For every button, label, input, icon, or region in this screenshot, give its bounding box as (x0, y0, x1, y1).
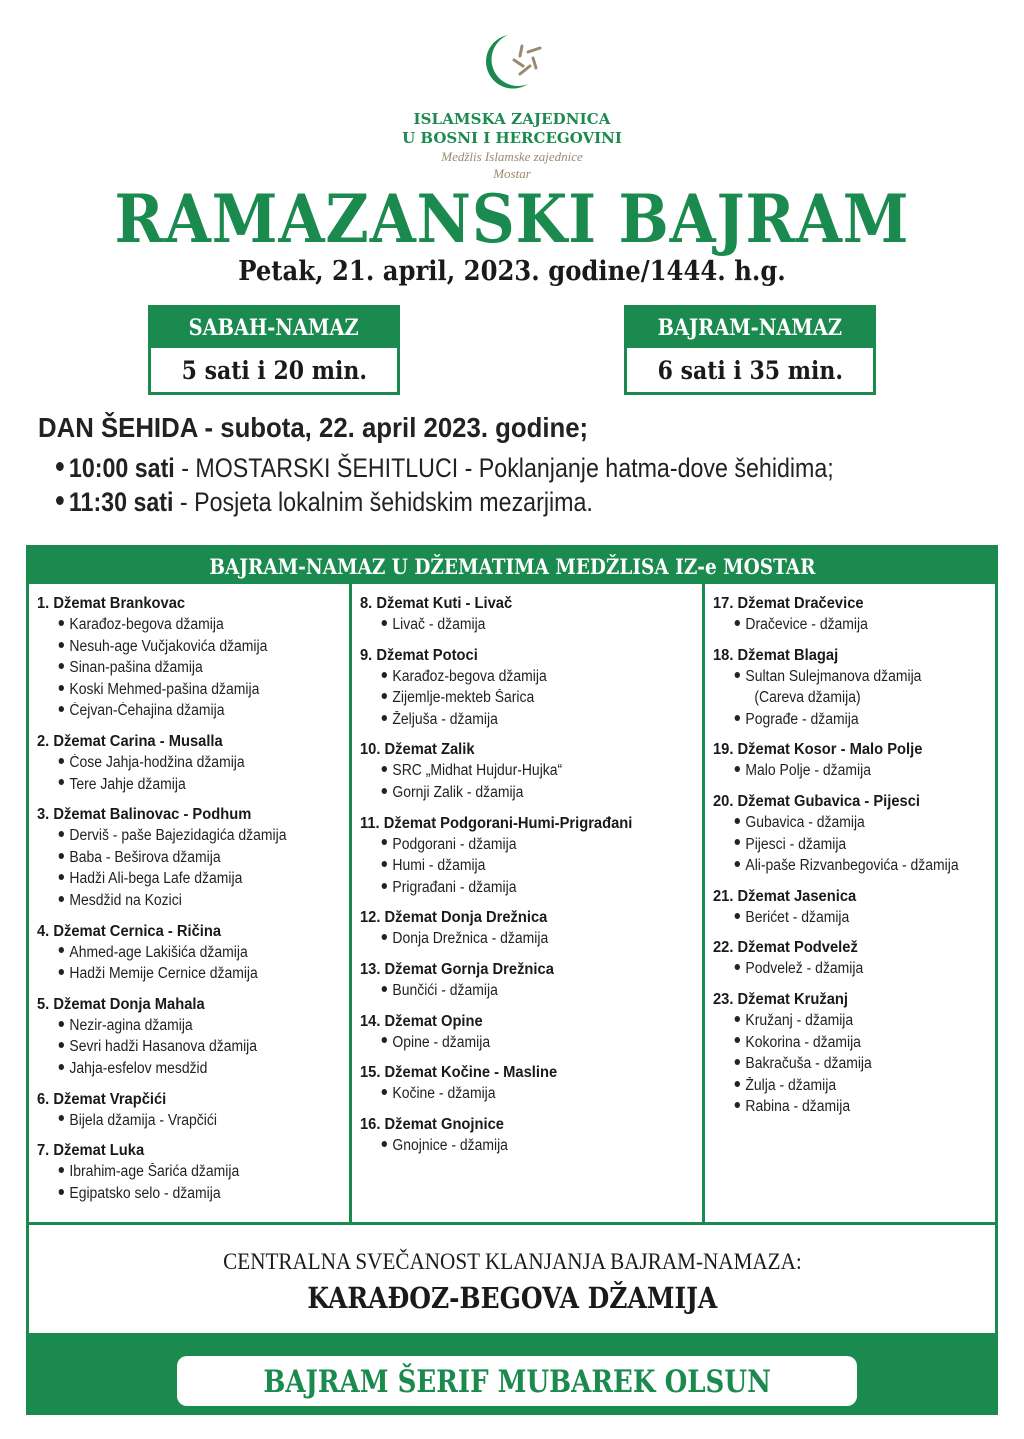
mosque-list-item (713, 907, 967, 929)
greeting-banner: BAJRAM ŠERIF MUBAREK OLSUN (177, 1356, 857, 1406)
table-column-1 (29, 584, 349, 1222)
mosque-name: Zijemlje-mekteb Šarica (392, 689, 535, 707)
bullet-icon (735, 1102, 740, 1108)
org-name-line2: U BOSNI I HERCEGOVINI (402, 129, 622, 147)
mosque-list-item (37, 679, 318, 701)
mosque-name: Tere Jahje džamija (69, 775, 186, 793)
mosque-list-item (713, 1032, 967, 1054)
mosque-name: Sultan Sulejmanova džamija (745, 667, 922, 685)
event-item (56, 453, 834, 484)
dan-sehida-heading (38, 412, 588, 444)
bullet-icon (59, 1189, 64, 1195)
dzemat-title: 2. Džemat Carina - Musalla (37, 732, 223, 750)
mosque-list-item (37, 614, 318, 636)
mosque-list-item (360, 687, 668, 709)
mosque-name: Baba - Beširova džamija (69, 848, 221, 866)
dzemat-group (713, 594, 995, 636)
bullet-icon (56, 496, 64, 505)
mosque-list-item (37, 890, 318, 912)
mosque-name: Berićet - džamija (745, 908, 850, 926)
bullet-icon (735, 839, 740, 845)
dzemat-group (713, 740, 995, 782)
bullet-icon (59, 779, 64, 785)
mosque-list-item (713, 709, 967, 731)
mosque-name: Malo Polje - džamija (745, 762, 872, 780)
crescent-star-icon (478, 32, 548, 92)
mosque-name: Kokorina - džamija (745, 1033, 861, 1051)
mosque-name: Donja Drežnica - džamija (392, 930, 549, 948)
dzemat-title: 18. Džemat Blagaj (713, 646, 839, 664)
mosque-list-item (360, 1083, 668, 1105)
dzemat-group (37, 922, 349, 985)
bullet-icon (735, 620, 740, 626)
mosque-name: SRC „Midhat Hujdur-Hujka“ (392, 762, 563, 780)
mosque-name: Gornji Zalik - džamija (392, 783, 524, 801)
bullet-icon (382, 766, 387, 772)
mosque-name: Gubavica - džamija (745, 813, 865, 831)
bullet-icon (59, 620, 64, 626)
dzemat-group (37, 732, 349, 795)
page-title: RAMAZANSKI BAJRAM (114, 180, 910, 258)
org-subtitle-line1: Medžlis Islamske zajednice (441, 149, 583, 164)
bullet-icon (735, 715, 740, 721)
mosque-list-item (713, 760, 967, 782)
mosque-list-item (360, 855, 668, 877)
dzemat-group (713, 990, 995, 1118)
bullet-icon (56, 462, 64, 471)
bullet-icon (59, 706, 64, 712)
bullet-icon (59, 831, 64, 837)
mosque-list-item (37, 1015, 318, 1037)
bullet-icon (735, 1037, 740, 1043)
bullet-icon (382, 620, 387, 626)
page-subtitle-date: Petak, 21. april, 2023. godine/1444. h.g. (238, 256, 786, 287)
mosque-list-item (713, 687, 967, 709)
dzemat-group (713, 887, 995, 929)
bullet-icon (59, 685, 64, 691)
dzemat-title: 8. Džemat Kuti - Livač (360, 595, 513, 612)
bullet-icon (735, 672, 740, 678)
bullet-icon (735, 766, 740, 772)
bullet-icon (382, 839, 387, 845)
mosque-list-item (713, 1053, 967, 1075)
mosque-name: Željuša - džamija (392, 710, 498, 728)
bullet-icon (382, 934, 387, 940)
dzemat-group (37, 995, 349, 1080)
mosque-list-item (713, 958, 967, 980)
dzemat-group (360, 1115, 702, 1157)
bullet-icon (382, 861, 387, 867)
central-ceremony-location: KARAĐOZ-BEGOVA DŽAMIJA (307, 1281, 717, 1315)
table-column-2 (352, 584, 702, 1222)
dan-sehida-date: - subota, 22. april 2023. godine; (197, 412, 589, 443)
dzemat-title: 23. Džemat Kružanj (713, 990, 848, 1008)
bullet-icon (382, 1141, 387, 1147)
mosque-name: Jahja-esfelov mesdžid (69, 1059, 208, 1077)
event-time: 10:00 sati (68, 453, 175, 483)
event-item (56, 487, 593, 518)
mosque-name: Bunčići - džamija (392, 981, 498, 999)
mosque-list-item (713, 812, 967, 834)
bullet-icon (382, 1089, 387, 1095)
mosque-list-item (360, 1032, 668, 1054)
mosque-name: Bijela džamija - Vrapčići (69, 1111, 217, 1129)
bullet-icon (735, 818, 740, 824)
bullet-icon (735, 861, 740, 867)
mosque-list-item (713, 1075, 967, 1097)
mosque-name: Podgorani - džamija (392, 835, 517, 853)
mosque-list-item (37, 942, 318, 964)
mosque-name: Ali-paše Rizvanbegovića - džamija (745, 857, 959, 875)
mosque-name: Livač - džamija (392, 616, 486, 633)
central-ceremony (29, 1225, 995, 1333)
bullet-icon (59, 1167, 64, 1173)
mosque-name: Kočine - džamija (392, 1085, 496, 1103)
org-subtitle-line2: Mostar (493, 166, 531, 181)
bullet-icon (59, 896, 64, 902)
event-time: 11:30 sati (68, 487, 174, 517)
bullet-icon (735, 1059, 740, 1065)
table-column-3 (705, 584, 995, 1222)
mosque-name: Egipatsko selo - džamija (69, 1184, 221, 1202)
bullet-icon (382, 672, 387, 678)
mosque-list-item (713, 614, 967, 636)
mosque-list-item (37, 752, 318, 774)
mosque-list-item (360, 928, 668, 950)
dzemat-title: 11. Džemat Podgorani-Humi-Prigrađani (360, 814, 633, 832)
mosque-list-item (37, 1110, 318, 1132)
mosque-name: Karađoz-begova džamija (69, 616, 224, 633)
footer (29, 1336, 995, 1412)
mosque-list-item (360, 980, 668, 1002)
mosque-list-item (360, 666, 668, 688)
dzemat-group (360, 1012, 702, 1054)
mosque-name: Humi - džamija (392, 857, 486, 875)
dzemati-table (26, 545, 998, 1415)
mosque-list-item (713, 1010, 967, 1032)
bullet-icon (382, 883, 387, 889)
bullet-icon (735, 1081, 740, 1087)
bullet-icon (382, 1037, 387, 1043)
dzemat-group (713, 792, 995, 877)
bullet-icon (59, 1021, 64, 1027)
bajram-namaz-box (624, 305, 876, 395)
bullet-icon (59, 1042, 64, 1048)
dzemat-title: 3. Džemat Balinovac - Podhum (37, 806, 252, 824)
mosque-name: Hadži Ali-bega Lafe džamija (69, 870, 243, 888)
mosque-name: Opine - džamija (392, 1033, 491, 1051)
mosque-name: Bakračuša - džamija (745, 1055, 872, 1073)
mosque-name: Pijesci - džamija (745, 835, 847, 853)
mosque-list-item (37, 774, 318, 796)
dzemat-title: 16. Džemat Gnojnice (360, 1115, 504, 1133)
mosque-list-item (37, 1036, 318, 1058)
dzemat-title: 22. Džemat Podvelež (713, 939, 858, 957)
mosque-name: Koski Mehmed-pašina džamija (69, 680, 260, 698)
mosque-list-item (37, 636, 318, 658)
mosque-name: Karađoz-begova džamija (392, 667, 547, 685)
mosque-list-item (37, 1183, 318, 1205)
sabah-namaz-time: 5 sati i 20 min. (181, 356, 367, 385)
mosque-name: Rabina - džamija (745, 1098, 851, 1116)
bullet-icon (382, 715, 387, 721)
bullet-icon (59, 758, 64, 764)
mosque-name: Derviš - paše Bajezidagića džamija (69, 827, 287, 845)
mosque-list-item (37, 963, 318, 985)
mosque-list-item (37, 1161, 318, 1183)
bullet-icon (59, 1115, 64, 1121)
dzemat-group (37, 1141, 349, 1204)
dzemat-title: 7. Džemat Luka (37, 1142, 145, 1160)
mosque-list-item (360, 709, 668, 731)
bullet-icon (59, 663, 64, 669)
sabah-namaz-label: SABAH-NAMAZ (151, 308, 397, 348)
mosque-name: Gnojnice - džamija (392, 1136, 508, 1154)
bullet-icon (735, 913, 740, 919)
dzemat-title: 14. Džemat Opine (360, 1012, 483, 1030)
mosque-name: Prigrađani - džamija (392, 878, 517, 896)
dzemat-title: 20. Džemat Gubavica - Pijesci (713, 792, 920, 810)
mosque-name: Ibrahim-age Šarića džamija (69, 1163, 240, 1181)
central-ceremony-label: CENTRALNA SVEČANOST KLANJANJA BAJRAM-NAMAZA: (222, 1249, 802, 1274)
mosque-list-item (360, 834, 668, 856)
table-title: BAJRAM-NAMAZ U DŽEMATIMA MEDŽLISA IZ-e MOSTAR (208, 554, 816, 579)
mosque-name: Pograđe - džamija (745, 710, 859, 728)
dzemat-group (37, 594, 349, 722)
dzemat-title: 12. Džemat Donja Drežnica (360, 909, 548, 927)
mosque-list-item (713, 666, 967, 688)
dzemat-group (713, 938, 995, 980)
dzemat-title: 21. Džemat Jasenica (713, 887, 857, 905)
dzemat-title: 4. Džemat Cernica - Ričina (37, 922, 222, 940)
bullet-icon (382, 693, 387, 699)
bullet-icon (59, 947, 64, 953)
bullet-icon (59, 874, 64, 880)
bullet-icon (382, 788, 387, 794)
mosque-name: Dračevice - džamija (745, 616, 868, 633)
mosque-list-item (37, 825, 318, 847)
dzemat-group (37, 1090, 349, 1132)
mosque-name: Nesuh-age Vučjakovića džamija (69, 637, 268, 655)
mosque-name: Sinan-pašina džamija (69, 659, 203, 677)
dzemat-group (360, 814, 702, 899)
dzemat-group (360, 1063, 702, 1105)
mosque-list-item (37, 700, 318, 722)
mosque-name: Hadži Memije Cernice džamija (69, 965, 258, 983)
dan-sehida-label: DAN ŠEHIDA (38, 412, 198, 443)
dzemat-title: 1. Džemat Brankovac (37, 595, 186, 612)
dzemat-title: 15. Džemat Kočine - Masline (360, 1064, 558, 1082)
mosque-name: Podvelež - džamija (745, 960, 864, 978)
sabah-namaz-box (148, 305, 400, 395)
mosque-name: (Careva džamija) (754, 689, 861, 707)
mosque-list-item (713, 855, 967, 877)
dzemat-title: 10. Džemat Zalik (360, 741, 475, 759)
mosque-name: Žulja - džamija (745, 1076, 837, 1094)
mosque-list-item (360, 877, 668, 899)
mosque-list-item (37, 1058, 318, 1080)
mosque-name: Ahmed-age Lakišića džamija (69, 943, 248, 961)
bullet-icon (735, 1016, 740, 1022)
dzemat-group (360, 594, 702, 636)
dzemat-group (360, 740, 702, 803)
dzemat-title: 6. Džemat Vrapčići (37, 1090, 167, 1108)
org-name-line1: ISLAMSKA ZAJEDNICA (413, 110, 611, 128)
mosque-name: Sevri hadži Hasanova džamija (69, 1038, 258, 1056)
dzemat-group (37, 805, 349, 911)
mosque-name: Kružanj - džamija (745, 1011, 854, 1029)
mosque-name: Mesdžid na Kozici (69, 891, 182, 909)
mosque-list-item (360, 760, 668, 782)
bullet-icon (59, 1064, 64, 1070)
bullet-icon (59, 969, 64, 975)
bullet-icon (735, 964, 740, 970)
dzemat-title: 5. Džemat Donja Mahala (37, 995, 205, 1013)
mosque-list-item (360, 1135, 668, 1157)
mosque-name: Ćose Jahja-hodžina džamija (69, 753, 245, 771)
event-text: - MOSTARSKI ŠEHITLUCI - Poklanjanje hatma-dove šehidima; (174, 453, 834, 483)
dzemat-title: 19. Džemat Kosor - Malo Polje (713, 741, 923, 759)
dzemat-title: 9. Džemat Potoci (360, 646, 478, 664)
mosque-list-item (37, 868, 318, 890)
mosque-list-item (360, 614, 668, 636)
mosque-list-item (360, 782, 668, 804)
dzemat-group (360, 646, 702, 731)
dzemat-group (360, 908, 702, 950)
dzemat-group (713, 646, 995, 731)
mosque-name: Nezir-agina džamija (69, 1016, 193, 1034)
dzemat-title: 13. Džemat Gornja Drežnica (360, 960, 554, 978)
table-columns (29, 584, 995, 1222)
bullet-icon (382, 986, 387, 992)
mosque-name: Ćejvan-Ćehajina džamija (69, 702, 225, 720)
mosque-list-item (713, 1096, 967, 1118)
mosque-list-item (37, 657, 318, 679)
mosque-list-item (37, 847, 318, 869)
bullet-icon (59, 642, 64, 648)
mosque-list-item (713, 834, 967, 856)
bajram-namaz-time: 6 sati i 35 min. (657, 356, 843, 385)
bajram-namaz-label: BAJRAM-NAMAZ (627, 308, 873, 348)
dzemat-title: 17. Džemat Dračevice (713, 595, 864, 612)
dzemat-group (360, 960, 702, 1002)
event-text: - Posjeta lokalnim šehidskim mezarjima. (173, 487, 593, 517)
bullet-icon (59, 853, 64, 859)
